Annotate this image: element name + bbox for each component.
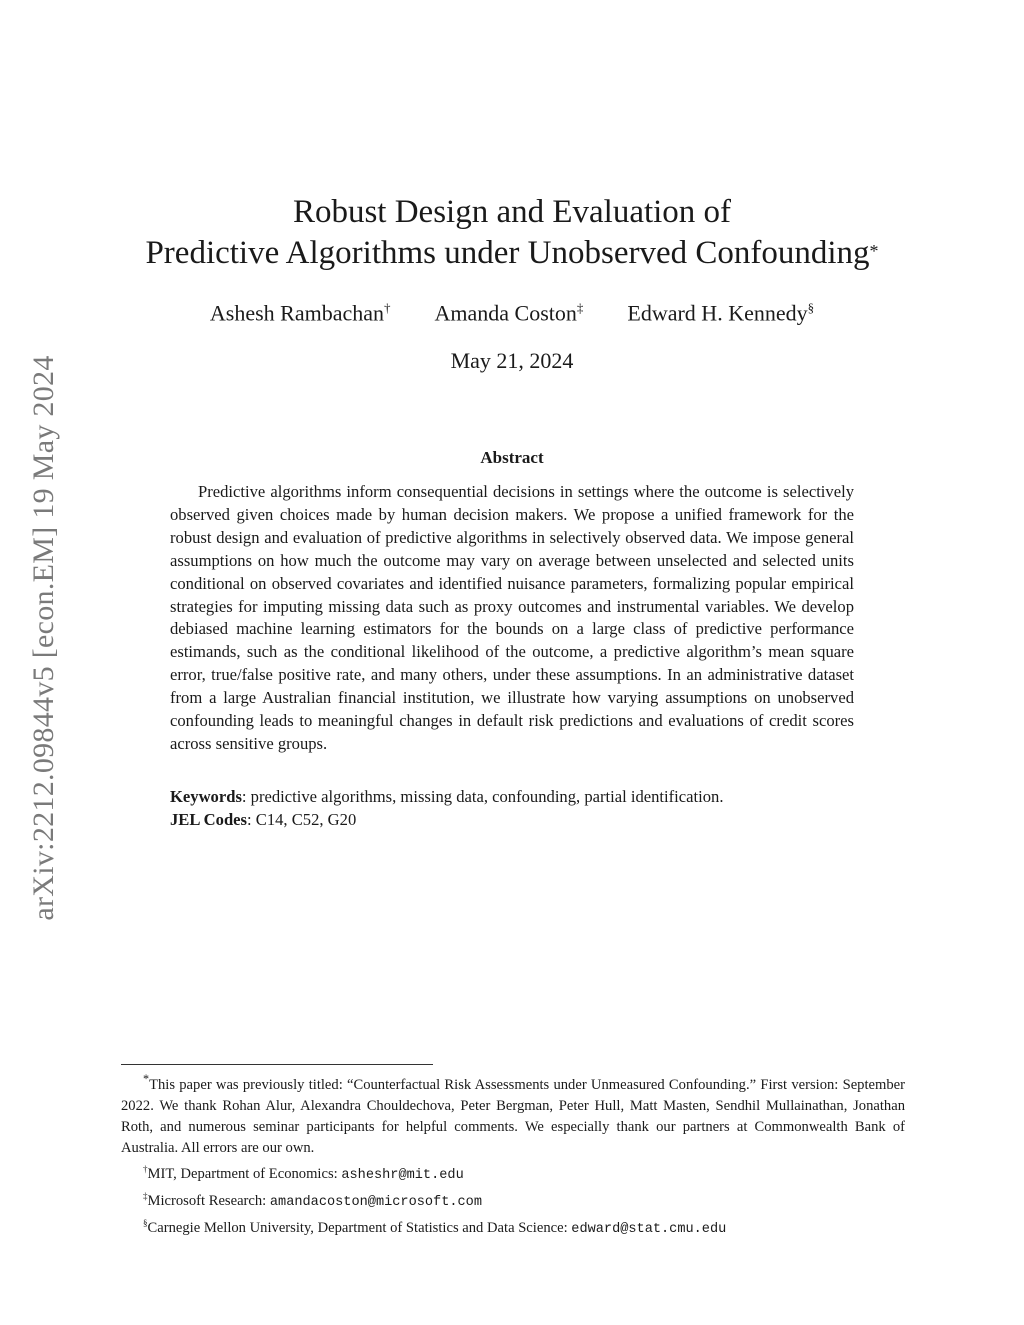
keywords-text: : predictive algorithms, missing data, confounding, partial identification. [241, 787, 724, 806]
affiliation-text: Carnegie Mellon University, Department of Statistics and Data Science: [147, 1219, 572, 1236]
title-line-1: Robust Design and Evaluation of [292, 194, 732, 230]
footnote-marker: * [143, 1072, 150, 1086]
footnote-affiliation [121, 1159, 905, 1186]
jel-codes [170, 810, 870, 830]
keywords [170, 787, 870, 807]
footnotes [121, 1069, 905, 1239]
email-link[interactable]: asheshr@mit.edu [341, 1167, 464, 1183]
arxiv-identifier [0, 0, 90, 1325]
author-list [120, 300, 904, 326]
footnote-affiliation [121, 1213, 905, 1240]
author [435, 300, 584, 326]
title-footnote-marker: * [869, 241, 879, 261]
abstract-heading: Abstract [480, 448, 544, 467]
footnote-marker: † [143, 1163, 148, 1174]
keywords-label: Keywords [170, 787, 242, 806]
footnote-main [121, 1069, 905, 1159]
jel-text: : C14, C52, G20 [247, 810, 357, 829]
author-marker: § [807, 300, 815, 315]
author-name: Edward H. Kennedy [627, 300, 808, 326]
affiliation-text: MIT, Department of Economics: [147, 1165, 342, 1182]
footnote-divider [121, 1064, 433, 1065]
author-name: Ashesh Rambachan [209, 300, 384, 326]
author [210, 300, 391, 326]
footnote-marker: § [143, 1217, 148, 1228]
footnote-affiliation [121, 1186, 905, 1213]
email-link[interactable]: amandacoston@microsoft.com [269, 1194, 482, 1210]
footnote-marker: ‡ [143, 1190, 148, 1201]
paper-title [120, 192, 904, 274]
title-line-2: Predictive Algorithms under Unobserved Confounding [145, 235, 870, 271]
paper-date: May 21, 2024 [450, 348, 574, 373]
author-marker: † [384, 300, 391, 315]
author-marker: ‡ [576, 300, 584, 315]
author-name: Amanda Coston [434, 300, 577, 326]
footnote-main-text: This paper was previously titled: “Counterfactual Risk Assessments under Unmeasured Confounding.” First version: September 2022. We thank Rohan Alur, Alexandra Chouldechova, Peter Bergman, Peter Hull, Matt Masten, Sendhil Mullainathan, Jonathan Roth, and numerous seminar participants for helpful comments. We especially thank our partners at Commonwealth Bank of Australia. All errors are our own. [121, 1076, 905, 1156]
abstract-text: Predictive algorithms inform consequential decisions in settings where the outcome is selectively observed given choices made by human decision makers. We propose a unified framework for the robust design and evaluation of predictive algorithms in selectively observed data. We impose general assumptions on how much the outcome may vary on average between unselected and selected units conditional on observed covariates and identified nuisance parameters, formalizing popular empirical strategies for imputing missing data such as proxy outcomes and instrumental variables. We develop debiased machine learning estimators for the bounds on a large class of predictive performance estimands, such as the conditional likelihood of the outcome, a predictive algorithm’s mean square error, true/false positive rate, and many others, under these assumptions. In an administrative dataset from a large Australian financial institution, we illustrate how varying assumptions on unobserved confounding leads to meaningful changes in default risk predictions and evaluations of credit scores across sensitive groups. [170, 482, 854, 753]
author [627, 300, 814, 326]
affiliation-text: Microsoft Research: [147, 1192, 270, 1209]
arxiv-identifier-text: arXiv:2212.09844v5 [econ.EM] 19 May 2024 [27, 355, 60, 921]
jel-label: JEL Codes [170, 810, 247, 829]
email-link[interactable]: edward@stat.cmu.edu [571, 1221, 727, 1237]
